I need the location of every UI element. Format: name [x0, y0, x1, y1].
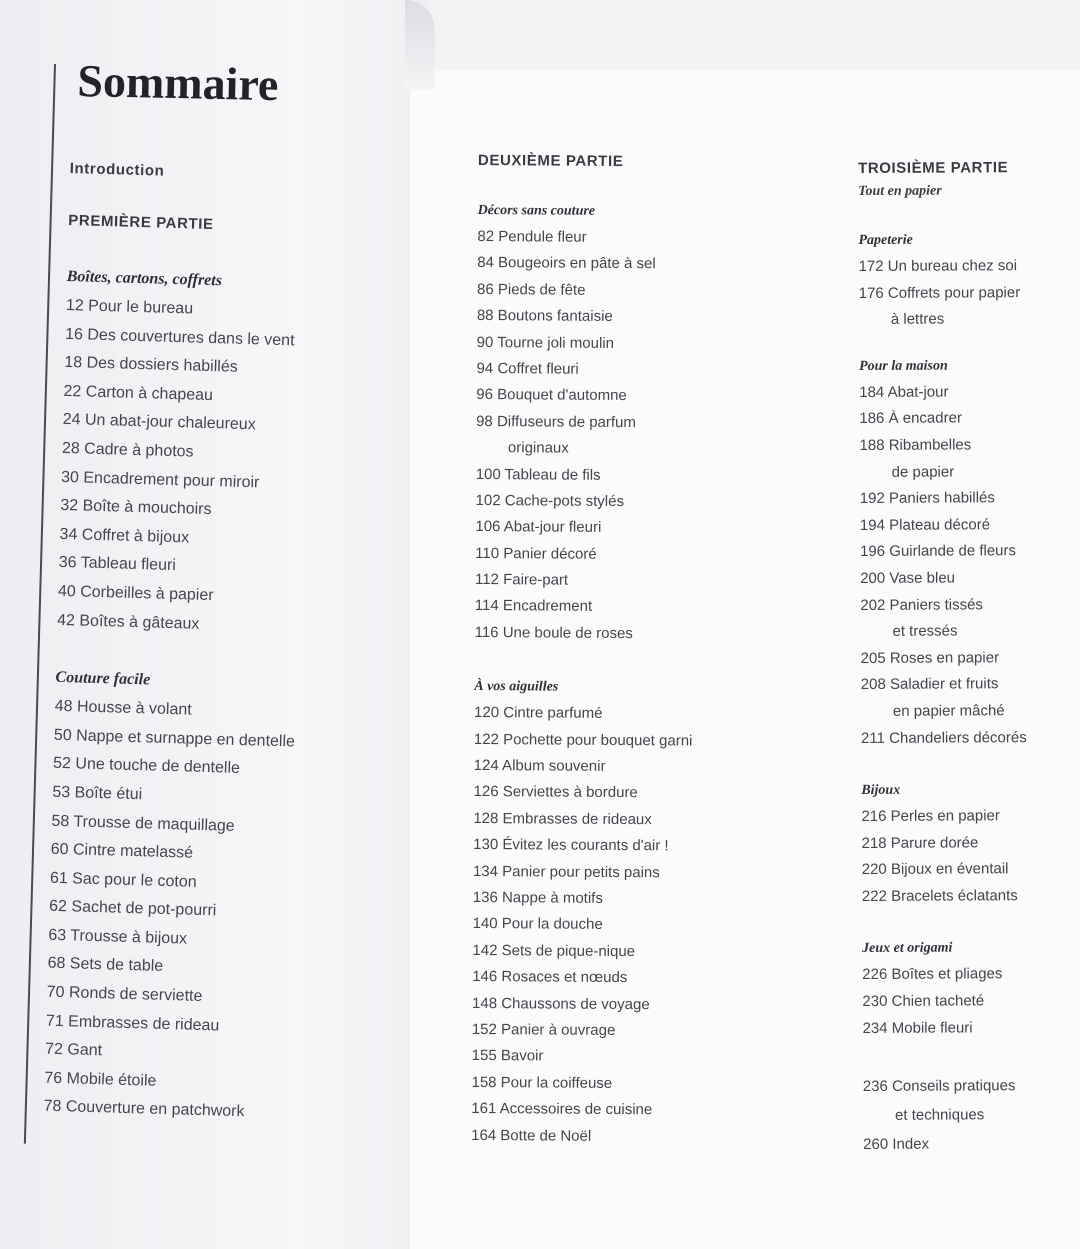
entry-title: Accessoires de cuisine	[499, 1100, 653, 1119]
page-number: 78	[43, 1098, 62, 1116]
toc-entry	[471, 1122, 690, 1150]
toc-entry	[860, 485, 1026, 512]
toc-entry	[472, 964, 691, 992]
page-number: 28	[61, 439, 80, 458]
entry-title: Ribambelles	[888, 436, 972, 454]
page-number: 110	[475, 544, 500, 562]
entry-title: Panier à ouvrage	[501, 1021, 616, 1039]
entry-title: À encadrer	[888, 409, 962, 428]
entry-title: Pour la coiffeuse	[500, 1073, 613, 1092]
page-number: 136	[472, 888, 498, 907]
page-number: 172	[858, 257, 884, 275]
toc-column-3	[858, 159, 1029, 1159]
entry-title: Album souvenir	[502, 757, 606, 775]
toc-entry	[863, 1129, 1029, 1159]
page-number: 176	[858, 284, 884, 302]
entry-title: Embrasses de rideau	[67, 1012, 220, 1035]
toc-entry	[861, 645, 1027, 672]
entry-title-continuation: à lettres	[890, 310, 945, 329]
section-heading: Couture facile	[55, 668, 151, 689]
section-bijoux	[861, 777, 1027, 910]
toc-entry	[476, 356, 695, 384]
page-number: 22	[63, 382, 82, 401]
page-number: 112	[474, 571, 499, 589]
entry-title: Coffret fleuri	[497, 360, 579, 378]
entry-title: Boîte à mouchoirs	[82, 497, 212, 519]
entry-title: Abat-jour fleuri	[503, 518, 602, 537]
toc-entry	[860, 592, 1026, 619]
page-number: 186	[859, 410, 885, 428]
page-number: 222	[861, 887, 887, 905]
page-number: 122	[473, 730, 499, 748]
page-number: 16	[64, 325, 84, 344]
entry-title-continuation: de papier	[891, 463, 955, 481]
entry-title: Perles en papier	[890, 807, 1000, 825]
entry-title: Bougeoirs en pâte à sel	[498, 254, 656, 273]
page-number: 48	[54, 697, 73, 716]
toc-entry	[863, 1071, 1029, 1101]
toc-entry	[862, 988, 1028, 1015]
page-number: 58	[51, 812, 70, 830]
section-heading: À vos aiguilles	[474, 679, 559, 695]
entry-title: Tourne joli moulin	[497, 333, 615, 352]
part-three-heading: TROISIÈME PARTIE	[858, 159, 1009, 177]
entry-title: Une boule de roses	[502, 624, 633, 642]
toc-entry	[859, 406, 1025, 433]
entry-title: Boîte étui	[74, 784, 143, 804]
toc-entry	[476, 409, 695, 437]
entry-title-continuation: et techniques	[894, 1106, 985, 1125]
page-number: 61	[49, 869, 68, 887]
page-number: 146	[472, 968, 498, 986]
entry-title: Sac pour le coton	[71, 870, 197, 891]
entry-title: Serviettes à bordure	[502, 783, 638, 802]
toc-entry	[477, 330, 696, 358]
introduction-heading: Introduction	[69, 160, 165, 180]
toc-entry	[861, 803, 1027, 830]
page-number: 12	[65, 296, 84, 315]
page-number: 72	[44, 1040, 64, 1059]
toc-entry	[475, 488, 694, 516]
entry-title-continuation: et tressés	[892, 622, 958, 640]
toc-entry	[477, 250, 696, 278]
toc-entry	[475, 593, 694, 621]
page-number: 50	[53, 726, 72, 744]
entry-title: Couverture en patchwork	[65, 1098, 245, 1121]
entry-title: Saladier et fruits	[889, 675, 999, 694]
entry-title: Des couvertures dans le vent	[87, 326, 295, 349]
section-heading: Jeux et origami	[862, 940, 953, 957]
page-number: 52	[52, 755, 72, 773]
entry-title: Pieds de fête	[497, 280, 586, 299]
page-number: 100	[475, 465, 501, 483]
entry-title: Cache-pots stylés	[504, 492, 625, 510]
page-number: 32	[60, 497, 79, 515]
page-number: 140	[472, 915, 498, 933]
page-number: 194	[859, 516, 885, 534]
toc-entry	[861, 725, 1027, 752]
page-number: 230	[862, 992, 888, 1011]
entry-title: Cintre matelassé	[72, 841, 194, 862]
page-number: 218	[861, 834, 887, 852]
page-number: 98	[476, 412, 493, 430]
entry-title: Sachet de pot-pourri	[71, 898, 217, 920]
page-number: 164	[471, 1126, 497, 1144]
entry-title: Ronds de serviette	[68, 984, 203, 1006]
page-number: 155	[471, 1047, 497, 1065]
page-number: 96	[476, 386, 494, 404]
entry-title: Panier décoré	[503, 544, 597, 563]
page-number: 42	[56, 611, 76, 629]
toc-entry	[862, 883, 1028, 910]
entry-title: Housse à volant	[76, 698, 192, 719]
page-number: 71	[45, 1012, 64, 1030]
entry-title: Panier pour petits pains	[502, 862, 660, 881]
page-number: 148	[471, 994, 498, 1012]
entry-title: Botte de Noël	[500, 1126, 592, 1145]
page-fold	[405, 0, 435, 90]
page-number: 134	[472, 862, 499, 880]
entry-title: Tableau fleuri	[80, 554, 177, 575]
page-number: 220	[861, 861, 887, 879]
toc-entry	[860, 538, 1026, 565]
toc-entry	[476, 382, 695, 410]
page-number: 211	[860, 729, 885, 747]
entry-title: Nappe à motifs	[501, 889, 603, 907]
page-number: 102	[475, 491, 501, 510]
page-number: 205	[860, 649, 886, 667]
page-number: 124	[473, 757, 499, 775]
entry-title: Boîtes à gâteaux	[79, 611, 200, 633]
section-heading: Pour la maison	[859, 358, 948, 374]
page-number: 200	[860, 569, 886, 587]
entry-title: Chandeliers décorés	[889, 728, 1027, 747]
section-heading: Décors sans couture	[477, 202, 596, 219]
toc-entry	[473, 832, 692, 860]
toc-entry	[862, 962, 1028, 989]
entry-title: Nappe et surnappe en dentelle	[75, 727, 296, 751]
page-number: 24	[62, 411, 81, 429]
entry-title: Cintre parfumé	[503, 704, 603, 723]
page-number: 40	[57, 582, 76, 601]
page-number: 88	[476, 307, 494, 325]
page-number: 114	[474, 597, 499, 615]
entry-title: Roses en papier	[889, 648, 1000, 667]
section-maison	[859, 353, 1027, 752]
toc-entry	[858, 253, 1024, 280]
entry-title: Évitez les courants d'air !	[502, 836, 669, 855]
toc-entry	[473, 911, 692, 939]
toc-entry	[862, 1015, 1028, 1042]
entry-title: Paniers tissés	[889, 595, 983, 614]
entry-title: Plateau décoré	[889, 516, 991, 534]
section-papeterie	[858, 227, 1024, 334]
entry-title: Chaussons de voyage	[501, 994, 650, 1013]
part-three-subtitle: Tout en papier	[858, 183, 942, 199]
entry-title: Tableau de fils	[504, 465, 601, 484]
entry-title: Des dossiers habillés	[86, 354, 238, 376]
toc-entry	[473, 885, 692, 913]
section-decors	[475, 198, 697, 648]
page-number: 260	[863, 1136, 889, 1154]
page-number: 158	[471, 1073, 497, 1091]
toc-entry	[471, 1070, 690, 1098]
page-number: 84	[477, 254, 494, 272]
page-number: 76	[44, 1069, 63, 1087]
entry-title: Bijoux en éventail	[890, 860, 1009, 879]
page-number: 62	[48, 897, 68, 916]
page-number: 188	[859, 436, 885, 454]
entry-title: Vase bleu	[889, 569, 956, 587]
page-number: 128	[473, 809, 499, 827]
closing-entries	[863, 1071, 1029, 1159]
section-aiguilles	[471, 674, 693, 1150]
entry-title: Pour la douche	[501, 915, 603, 934]
page-number: 202	[860, 596, 886, 614]
toc-entry	[474, 753, 693, 781]
toc-entry	[477, 303, 696, 331]
entry-title: Pendule fleur	[498, 228, 587, 246]
entry-title: Index	[892, 1135, 930, 1154]
entry-title: Mobile fleuri	[891, 1019, 973, 1037]
page-number: 196	[860, 543, 886, 561]
page-number: 53	[52, 783, 71, 802]
entry-title-continuation: en papier mâché	[892, 702, 1005, 720]
entry-title: Pochette pour bouquet garni	[503, 730, 693, 750]
toc-entry	[862, 856, 1028, 883]
toc-entry	[861, 671, 1027, 698]
entry-title: Sets de pique-nique	[501, 941, 636, 960]
page-number: 161	[471, 1100, 497, 1118]
entry-title: Bouquet d'automne	[497, 386, 627, 405]
toc-entry	[475, 620, 694, 648]
toc-entry	[472, 1043, 691, 1071]
entry-title: Chien tacheté	[891, 992, 985, 1010]
page-number: 30	[60, 468, 80, 486]
page-number: 63	[48, 926, 67, 945]
entry-title: Coffret à bijoux	[81, 526, 190, 547]
page-number: 82	[477, 227, 495, 246]
section-boites	[57, 262, 308, 642]
entry-title: Boîtes et pliages	[891, 965, 1003, 984]
entry-title: Gant	[67, 1041, 103, 1060]
toc-entry	[471, 1096, 690, 1124]
entry-title: Coffrets pour papier	[887, 283, 1021, 302]
toc-entry	[477, 277, 696, 305]
entry-title: Encadrement pour miroir	[83, 469, 260, 491]
toc-entry	[476, 462, 695, 490]
page-number: 208	[860, 676, 886, 694]
toc-entry	[859, 280, 1025, 307]
entry-title: Trousse de maquillage	[73, 812, 235, 835]
entry-title: Corbeilles à papier	[79, 583, 214, 605]
page-number: 106	[475, 518, 501, 536]
page-number: 192	[859, 490, 885, 508]
page-number: 226	[862, 966, 888, 984]
entry-title: Sets de table	[69, 955, 164, 976]
page-title: Sommaire	[76, 54, 279, 111]
page-number: 216	[861, 807, 887, 826]
page-number: 34	[59, 525, 78, 544]
page-number: 68	[47, 955, 66, 973]
toc-entry	[472, 938, 691, 966]
page-number: 90	[476, 333, 494, 351]
page-number: 184	[859, 383, 885, 401]
entry-title: Guirlande de fleurs	[889, 542, 1017, 561]
entry-title: Paniers habillés	[888, 489, 995, 507]
toc-entry	[859, 432, 1025, 459]
page-number: 116	[474, 623, 499, 642]
section-heading: Boîtes, cartons, coffrets	[66, 267, 223, 290]
section-heading: Papeterie	[858, 232, 913, 248]
entry-title-continuation: originaux	[507, 439, 569, 457]
page-number: 234	[862, 1019, 888, 1037]
section-jeux	[862, 936, 1028, 1043]
page-number: 152	[471, 1020, 497, 1039]
entry-title: Une touche de dentelle	[75, 755, 241, 778]
toc-entry	[473, 806, 692, 834]
toc-entry	[474, 727, 693, 755]
entry-title: Un bureau chez soi	[887, 257, 1018, 275]
toc-entry	[860, 512, 1026, 539]
page-number: 60	[50, 840, 69, 859]
entry-title: Abat-jour	[887, 383, 949, 401]
toc-column-1	[43, 160, 311, 1128]
toc-entry	[474, 700, 693, 728]
toc-entry	[860, 565, 1026, 592]
toc-entry	[472, 991, 691, 1019]
entry-title: Conseils pratiques	[892, 1077, 1016, 1096]
entry-title: Parure dorée	[890, 834, 979, 852]
entry-title: Un abat-jour chaleureux	[84, 411, 256, 434]
toc-column-2	[471, 152, 696, 1150]
entry-title: Carton à chapeau	[85, 383, 214, 404]
page-number: 120	[474, 704, 500, 722]
entry-title: Embrasses de rideaux	[502, 810, 652, 829]
entry-title: Boutons fantaisie	[497, 307, 613, 326]
toc-entry	[475, 514, 694, 542]
toc-entry	[473, 779, 692, 807]
toc-entry	[862, 830, 1028, 857]
toc-entry	[473, 859, 692, 887]
page-number: 86	[476, 280, 494, 298]
page-number: 126	[473, 783, 499, 801]
page-number: 130	[473, 836, 499, 854]
section-heading: Bijoux	[861, 782, 901, 799]
toc-entry	[475, 567, 694, 595]
entry-title: Mobile étoile	[66, 1070, 157, 1090]
entry-title: Pour le bureau	[87, 297, 194, 318]
entry-title: Bavoir	[500, 1047, 544, 1065]
toc-entry	[475, 541, 694, 569]
page-number: 142	[472, 941, 498, 959]
section-couture	[43, 663, 297, 1128]
page-number: 36	[58, 554, 77, 572]
part-one-heading: PREMIÈRE PARTIE	[68, 211, 214, 234]
entry-title: Faire-part	[503, 571, 569, 589]
page-number: 18	[64, 354, 83, 372]
entry-title: Rosaces et nœuds	[501, 968, 628, 987]
toc-entry	[477, 224, 696, 252]
entry-title: Encadrement	[502, 597, 593, 616]
page-number: 94	[476, 359, 494, 378]
entry-title: Bracelets éclatants	[891, 887, 1018, 905]
entry-title: Cadre à photos	[83, 440, 194, 461]
toc-entry	[859, 379, 1025, 406]
entry-title: Diffuseurs de parfum	[496, 412, 637, 431]
page-number: 70	[46, 983, 65, 1002]
toc-entry	[472, 1017, 691, 1045]
page-number: 236	[862, 1078, 888, 1096]
part-two-heading: DEUXIÈME PARTIE	[477, 152, 624, 171]
entry-title: Trousse à bijoux	[70, 927, 188, 948]
